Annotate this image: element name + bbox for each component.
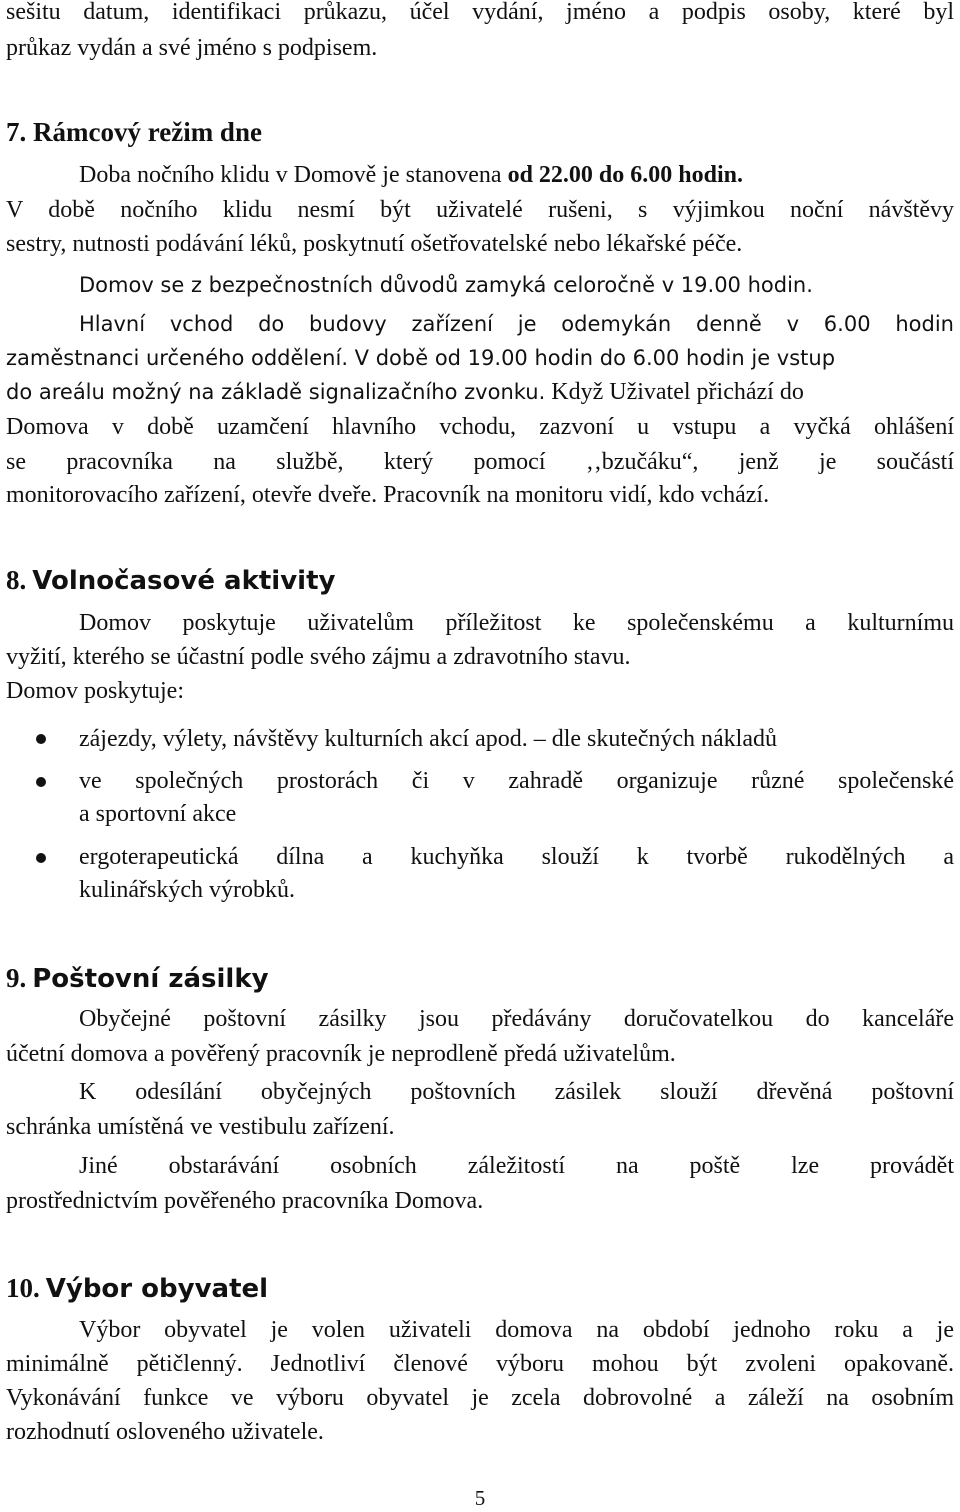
section-8-list-item-2-line-2: a sportovní akce — [79, 801, 237, 827]
page-number: 5 — [474, 1486, 486, 1510]
section-7-paragraph-3-line-6: monitorovacího zařízení, otevře dveře. Pracovník na monitoru vidí, kdo vchází. — [6, 482, 770, 508]
section-8-list-item-3-line-2: kulinářských výrobků. — [79, 877, 295, 903]
section-9-paragraph-1-line-2: účetní domova a pověřený pracovník je neprodleně předá uživatelům. — [6, 1041, 676, 1067]
section-10-paragraph-1-line-2: minimálně pětičlenný. Jednotliví členové výboru mohou být zvoleni opakovaně. — [6, 1351, 954, 1377]
night-quiet-text: Doba nočního klidu v Domově je stanovena — [79, 162, 508, 188]
section-8-heading — [6, 562, 954, 599]
section-7-title: Rámcový režim dne — [33, 117, 262, 147]
section-9-title: Poštovní zásilky — [32, 964, 269, 994]
section-8-list-item-2-line-1: ve společných prostorách či v zahradě organizuje různé společenské — [79, 768, 954, 794]
section-10-paragraph-1-line-1: Výbor obyvatel je volen uživateli domova na období jednoho roku a je — [79, 1317, 954, 1343]
section-8-paragraph-1-line-1: Domov poskytuje uživatelům příležitost ke společenskému a kulturnímu — [79, 610, 954, 636]
section-7-paragraph-2: Domov se z bezpečnostních důvodů zamyká celoročně v 19.00 hodin. — [79, 273, 813, 297]
section-7-paragraph-3-line-1: Hlavní vchod do budovy zařízení je odemykán denně v 6.00 hodin — [79, 312, 954, 336]
section-7-paragraph-3-line-5: se pracovníka na službě, který pomocí ‚‚bzučáku“, jenž je součástí — [6, 449, 954, 475]
section-7-heading — [6, 114, 954, 150]
section-10-title: Výbor obyvatel — [45, 1274, 269, 1304]
section-10-paragraph-1-line-4: rozhodnutí osloveného uživatele. — [6, 1419, 324, 1445]
section-9-paragraph-1-line-1: Obyčejné poštovní zásilky jsou předávány doručovatelkou do kanceláře — [79, 1006, 954, 1032]
section-9-paragraph-3-line-1: Jiné obstarávání osobních záležitostí na poště lze provádět — [79, 1153, 954, 1179]
intro-line-2: průkaz vydán a své jméno s podpisem. — [6, 35, 378, 61]
section-8-title: Volnočasové aktivity — [32, 566, 336, 596]
section-10-heading — [6, 1270, 954, 1307]
section-7-paragraph-1-line-1 — [79, 159, 954, 191]
section-8-list-item-1: zájezdy, výlety, návštěvy kulturních akcí apod. – dle skutečných nákladů — [79, 726, 777, 752]
section-7-paragraph-1-line-2: V době nočního klidu nesmí být uživatelé rušeni, s výjimkou noční návštěvy — [6, 197, 954, 223]
section-9-paragraph-3-line-2: prostřednictvím pověřeného pracovníka Domova. — [6, 1188, 484, 1214]
section-7-paragraph-3-line-3 — [6, 376, 954, 408]
bullet-marker-2 — [36, 777, 46, 787]
section-9-paragraph-2-line-2: schránka umístěná ve vestibulu zařízení. — [6, 1114, 395, 1140]
bullet-marker-3 — [36, 853, 46, 863]
section-8-paragraph-2: Domov poskytuje: — [6, 678, 184, 704]
section-7-number: 7. — [6, 117, 27, 147]
section-7-paragraph-3-line-4: Domova v době uzamčení hlavního vchodu, zazvoní u vstupu a vyčká ohlášení — [6, 414, 954, 440]
user-arrival-text: Když Uživatel přichází do — [545, 379, 804, 405]
section-9-heading — [6, 960, 954, 997]
section-10-paragraph-1-line-3: Vykonávání funkce ve výboru obyvatel je zcela dobrovolné a záleží na osobním — [6, 1385, 954, 1411]
section-8-paragraph-1-line-2: vyžití, kterého se účastní podle svého zájmu a zdravotního stavu. — [6, 644, 631, 670]
section-8-number: 8. — [6, 565, 27, 595]
section-10-number: 10. — [6, 1273, 40, 1303]
section-8-list-item-3-line-1: ergoterapeutická dílna a kuchyňka slouží k tvorbě rukodělných a — [79, 844, 954, 870]
section-9-paragraph-2-line-1: K odesílání obyčejných poštovních zásilek slouží dřevěná poštovní — [79, 1079, 954, 1105]
bell-entry-text: do areálu možný na základě signalizačního zvonku. — [6, 380, 546, 404]
section-9-number: 9. — [6, 963, 27, 993]
night-quiet-hours: od 22.00 do 6.00 hodin. — [507, 162, 743, 188]
section-7-paragraph-1-line-3: sestry, nutnosti podávání léků, poskytnutí ošetřovatelské nebo lékařské péče. — [6, 231, 743, 257]
bullet-marker-1 — [36, 734, 46, 744]
section-7-paragraph-3-line-2: zaměstnanci určeného oddělení. V době od 19.00 hodin do 6.00 hodin je vstup — [6, 346, 836, 370]
intro-line-1: sešitu datum, identifikaci průkazu, účel vydání, jméno a podpis osoby, které byl — [6, 0, 954, 25]
